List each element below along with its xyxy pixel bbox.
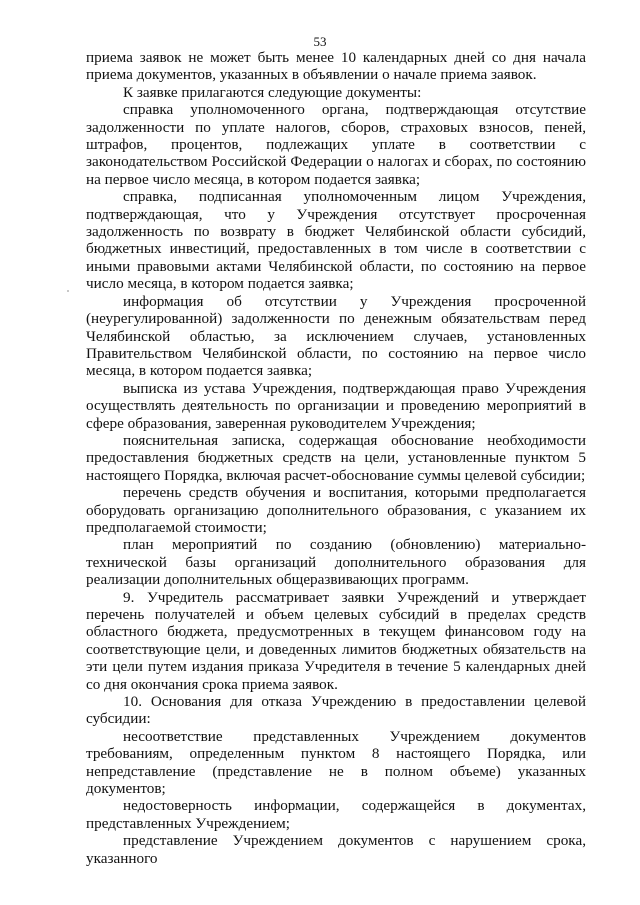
paragraph: 10. Основания для отказа Учреждению в предоставлении целевой субсидии: [86,693,586,728]
paragraph: информация об отсутствии у Учреждения просроченной (неурегулированной) задолженности по денежным обязательствам перед Челябинской областью, за исключением случаев, установленных Правительством Челябинской области, по состоянию на первое число месяца, в котором подается заявка; [86,292,586,380]
paragraph: представление Учреждением документов с нарушением срока, указанного [86,832,586,867]
paragraph: выписка из устава Учреждения, подтверждающая право Учреждения осуществлять деятельность по организации и проведению мероприятий в сфере образования, заверенная руководителем Учреждения; [86,379,586,432]
paragraph: справка уполномоченного органа, подтверждающая отсутствие задолженности по уплате налогов, сборов, страховых взносов, пеней, штрафов, процентов, подлежащих уплате в соответствии с законодательством Российской Федерации о налогах и сборах, по состоянию на первое число месяца, в котором подается заявка; [86,101,586,188]
paragraph: перечень средств обучения и воспитания, которыми предполагается оборудовать организацию дополнительного образования, с указанием их предполагаемой стоимости; [86,484,586,536]
document-body [86,49,586,867]
paragraph: недостоверность информации, содержащейся в документах, представленных Учреждением; [86,797,586,832]
paragraph: план мероприятий по созданию (обновлению) материально-технической базы организаций дополнительного образования для реализации дополнительных общеразвивающих программ. [86,536,586,589]
paragraph: несоответствие представленных Учреждением документов требованиям, определенным пунктом 8 настоящего Порядка, или непредставление (представление не в полном объеме) указанных документов; [86,727,586,798]
paragraph: пояснительная записка, содержащая обоснование необходимости предоставления бюджетных средств на цели, установленные пунктом 5 настоящего Порядка, включая расчет-обоснование суммы целевой субсидии; [86,431,586,484]
paragraph: справка, подписанная уполномоченным лицом Учреждения, подтверждающая, что у Учреждения отсутствует просроченная задолженность по возврату в бюджет Челябинской области субсидий, бюджетных инвестиций, предоставленных в том числе в соответствии с иными правовыми актами Челябинской области, по состоянию на первое число месяца, в котором подается заявка; [86,188,586,293]
paragraph: приема заявок не может быть менее 10 календарных дней со дня начала приема документов, указанных в объявлении о начале приема заявок. [86,49,586,84]
paragraph: 9. Учредитель рассматривает заявки Учреждений и утверждает перечень получателей и объем целевых субсидий в пределах средств областного бюджета, предусмотренных в текущем финансовом году на соответствующие цели, и доведенных лимитов бюджетных обязательств на эти цели путем издания приказа Учредителя в течение 5 календарных дней со дня окончания срока приема заявок. [86,588,586,693]
paragraph: К заявке прилагаются следующие документы: [123,83,422,101]
page-number: 53 [313,34,327,49]
scan-speck [67,290,69,292]
